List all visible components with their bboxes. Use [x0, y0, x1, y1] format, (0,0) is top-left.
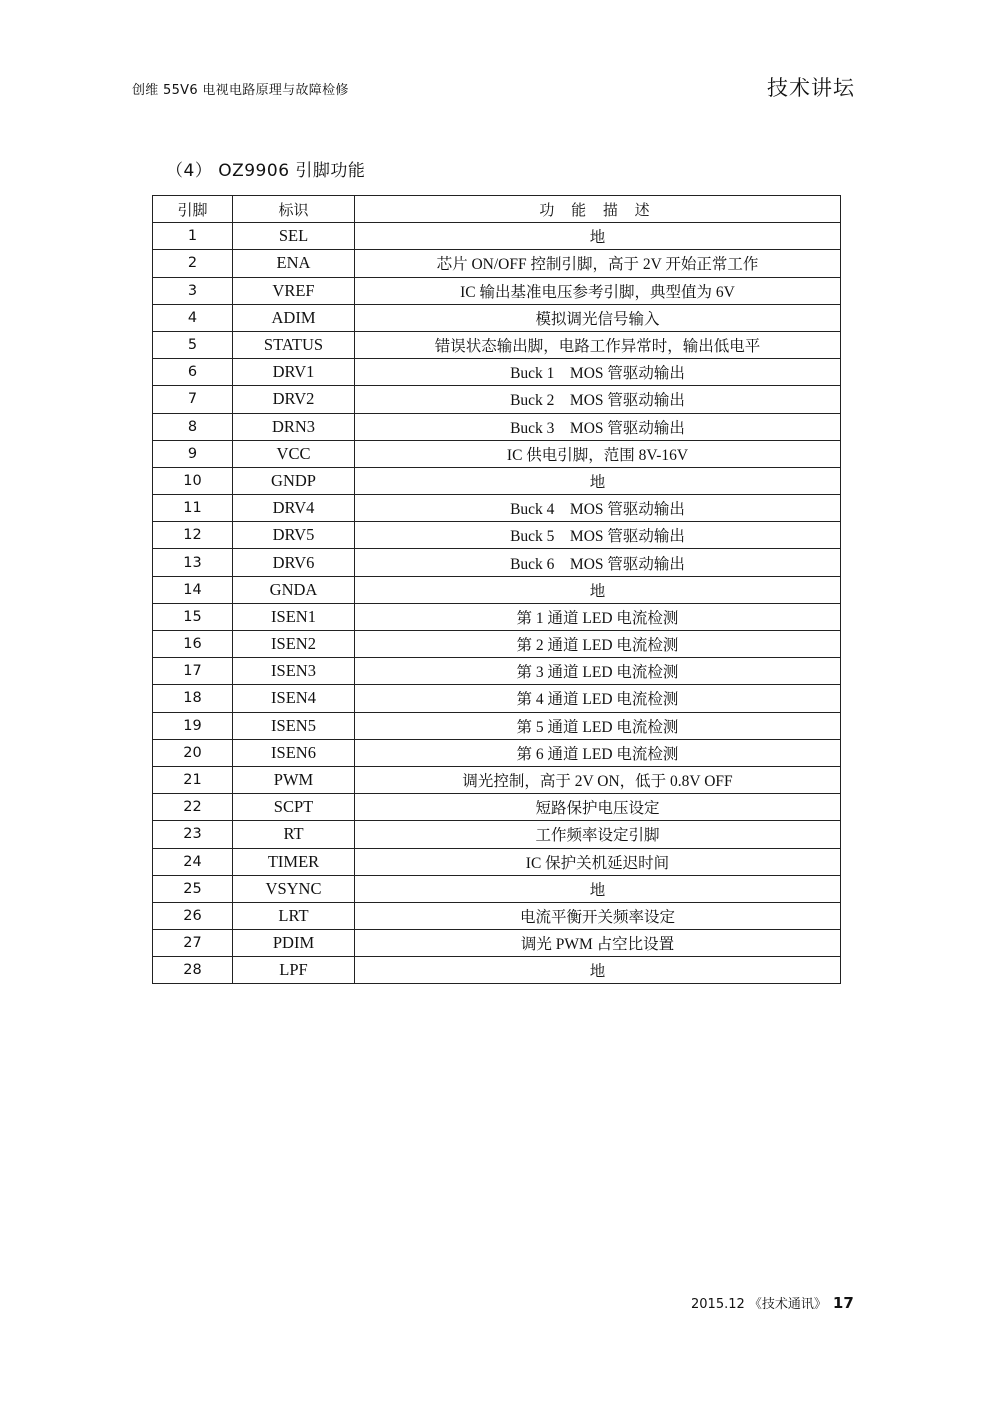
footer-issue: 2015.12 《技术通讯》: [691, 1297, 827, 1312]
table-row: [153, 440, 841, 467]
pin-number: 27: [153, 930, 233, 957]
pin-number: 7: [153, 386, 233, 413]
pin-symbol: SCPT: [233, 794, 355, 821]
pin-description: 地: [355, 223, 841, 250]
pin-number: 17: [153, 658, 233, 685]
pin-number: 22: [153, 794, 233, 821]
pin-symbol: GNDA: [233, 576, 355, 603]
pin-symbol: ENA: [233, 250, 355, 277]
pin-number: 19: [153, 712, 233, 739]
table-row: [153, 794, 841, 821]
pin-symbol: VREF: [233, 277, 355, 304]
pin-description: 调光 PWM 占空比设置: [355, 930, 841, 957]
pin-number: 20: [153, 739, 233, 766]
pin-symbol: ISEN3: [233, 658, 355, 685]
pin-function-table: [152, 195, 841, 984]
pin-number: 21: [153, 766, 233, 793]
pin-number: 25: [153, 875, 233, 902]
table-row: [153, 658, 841, 685]
pin-number: 23: [153, 821, 233, 848]
pin-symbol: VSYNC: [233, 875, 355, 902]
pin-symbol: RT: [233, 821, 355, 848]
table-body: [153, 223, 841, 984]
footer: [691, 1293, 854, 1312]
table-row: [153, 359, 841, 386]
pin-description: 电流平衡开关频率设定: [355, 902, 841, 929]
table-row: [153, 467, 841, 494]
table-row: [153, 576, 841, 603]
pin-description: Buck 4 MOS 管驱动输出: [355, 495, 841, 522]
pin-description: Buck 3 MOS 管驱动输出: [355, 413, 841, 440]
pin-description: 地: [355, 957, 841, 984]
pin-symbol: ISEN6: [233, 739, 355, 766]
table-row: [153, 413, 841, 440]
table-row: [153, 522, 841, 549]
pin-number: 24: [153, 848, 233, 875]
pin-number: 16: [153, 631, 233, 658]
pin-number: 4: [153, 304, 233, 331]
pin-symbol: ISEN4: [233, 685, 355, 712]
pin-symbol: SEL: [233, 223, 355, 250]
pin-symbol: DRN3: [233, 413, 355, 440]
table-row: [153, 739, 841, 766]
pin-symbol: PDIM: [233, 930, 355, 957]
table-row: [153, 304, 841, 331]
pin-description: IC 保护关机延迟时间: [355, 848, 841, 875]
table-row: [153, 902, 841, 929]
pin-number: 18: [153, 685, 233, 712]
table-row: [153, 495, 841, 522]
pin-description: 工作频率设定引脚: [355, 821, 841, 848]
pin-symbol: DRV4: [233, 495, 355, 522]
pin-number: 14: [153, 576, 233, 603]
pin-description: 错误状态输出脚，电路工作异常时，输出低电平: [355, 331, 841, 358]
table-row: [153, 712, 841, 739]
pin-description: 第 1 通道 LED 电流检测: [355, 603, 841, 630]
pin-symbol: TIMER: [233, 848, 355, 875]
pin-description: 第 3 通道 LED 电流检测: [355, 658, 841, 685]
pin-description: 第 2 通道 LED 电流检测: [355, 631, 841, 658]
section-title: （4） OZ9906 引脚功能: [166, 161, 366, 181]
pin-description: IC 供电引脚，范围 8V-16V: [355, 440, 841, 467]
pin-symbol: PWM: [233, 766, 355, 793]
pin-description: 第 4 通道 LED 电流检测: [355, 685, 841, 712]
pin-symbol: ADIM: [233, 304, 355, 331]
header-description: 功 能 描 述: [355, 196, 841, 223]
table-row: [153, 821, 841, 848]
pin-symbol: ISEN5: [233, 712, 355, 739]
pin-description: IC 输出基准电压参考引脚，典型值为 6V: [355, 277, 841, 304]
table-row: [153, 631, 841, 658]
pin-symbol: VCC: [233, 440, 355, 467]
pin-number: 6: [153, 359, 233, 386]
pin-number: 9: [153, 440, 233, 467]
pin-number: 5: [153, 331, 233, 358]
pin-description: 地: [355, 467, 841, 494]
table-row: [153, 685, 841, 712]
table-row: [153, 250, 841, 277]
pin-description: Buck 2 MOS 管驱动输出: [355, 386, 841, 413]
table-row: [153, 766, 841, 793]
table-row: [153, 386, 841, 413]
pin-description: 地: [355, 875, 841, 902]
pin-description: 第 6 通道 LED 电流检测: [355, 739, 841, 766]
pin-symbol: DRV1: [233, 359, 355, 386]
table-row: [153, 223, 841, 250]
pin-description: Buck 5 MOS 管驱动输出: [355, 522, 841, 549]
table-row: [153, 875, 841, 902]
pin-symbol: STATUS: [233, 331, 355, 358]
pin-number: 3: [153, 277, 233, 304]
header-pin: 引脚: [153, 196, 233, 223]
table-row: [153, 277, 841, 304]
pin-description: 第 5 通道 LED 电流检测: [355, 712, 841, 739]
pin-symbol: DRV2: [233, 386, 355, 413]
pin-symbol: DRV5: [233, 522, 355, 549]
pin-symbol: LRT: [233, 902, 355, 929]
pin-number: 11: [153, 495, 233, 522]
running-header-title: 创维 55V6 电视电路原理与故障检修: [132, 83, 349, 98]
pin-description: 芯片 ON/OFF 控制引脚，高于 2V 开始正常工作: [355, 250, 841, 277]
pin-description: Buck 1 MOS 管驱动输出: [355, 359, 841, 386]
table-header-row: [153, 196, 841, 223]
table-row: [153, 930, 841, 957]
pin-description: 调光控制，高于 2V ON，低于 0.8V OFF: [355, 766, 841, 793]
pin-number: 28: [153, 957, 233, 984]
pin-symbol: GNDP: [233, 467, 355, 494]
page-number: 17: [832, 1294, 854, 1312]
pin-symbol: DRV6: [233, 549, 355, 576]
table-row: [153, 957, 841, 984]
pin-number: 15: [153, 603, 233, 630]
pin-symbol: ISEN2: [233, 631, 355, 658]
pin-symbol: ISEN1: [233, 603, 355, 630]
pin-description: 模拟调光信号输入: [355, 304, 841, 331]
pin-number: 13: [153, 549, 233, 576]
column-title: 技术讲坛: [767, 76, 855, 100]
pin-description: 地: [355, 576, 841, 603]
pin-number: 2: [153, 250, 233, 277]
table-row: [153, 331, 841, 358]
header-symbol: 标识: [233, 196, 355, 223]
pin-number: 1: [153, 223, 233, 250]
pin-symbol: LPF: [233, 957, 355, 984]
table-row: [153, 549, 841, 576]
pin-description: 短路保护电压设定: [355, 794, 841, 821]
pin-number: 8: [153, 413, 233, 440]
pin-number: 10: [153, 467, 233, 494]
table-row: [153, 603, 841, 630]
pin-number: 12: [153, 522, 233, 549]
table-row: [153, 848, 841, 875]
pin-description: Buck 6 MOS 管驱动输出: [355, 549, 841, 576]
pin-number: 26: [153, 902, 233, 929]
